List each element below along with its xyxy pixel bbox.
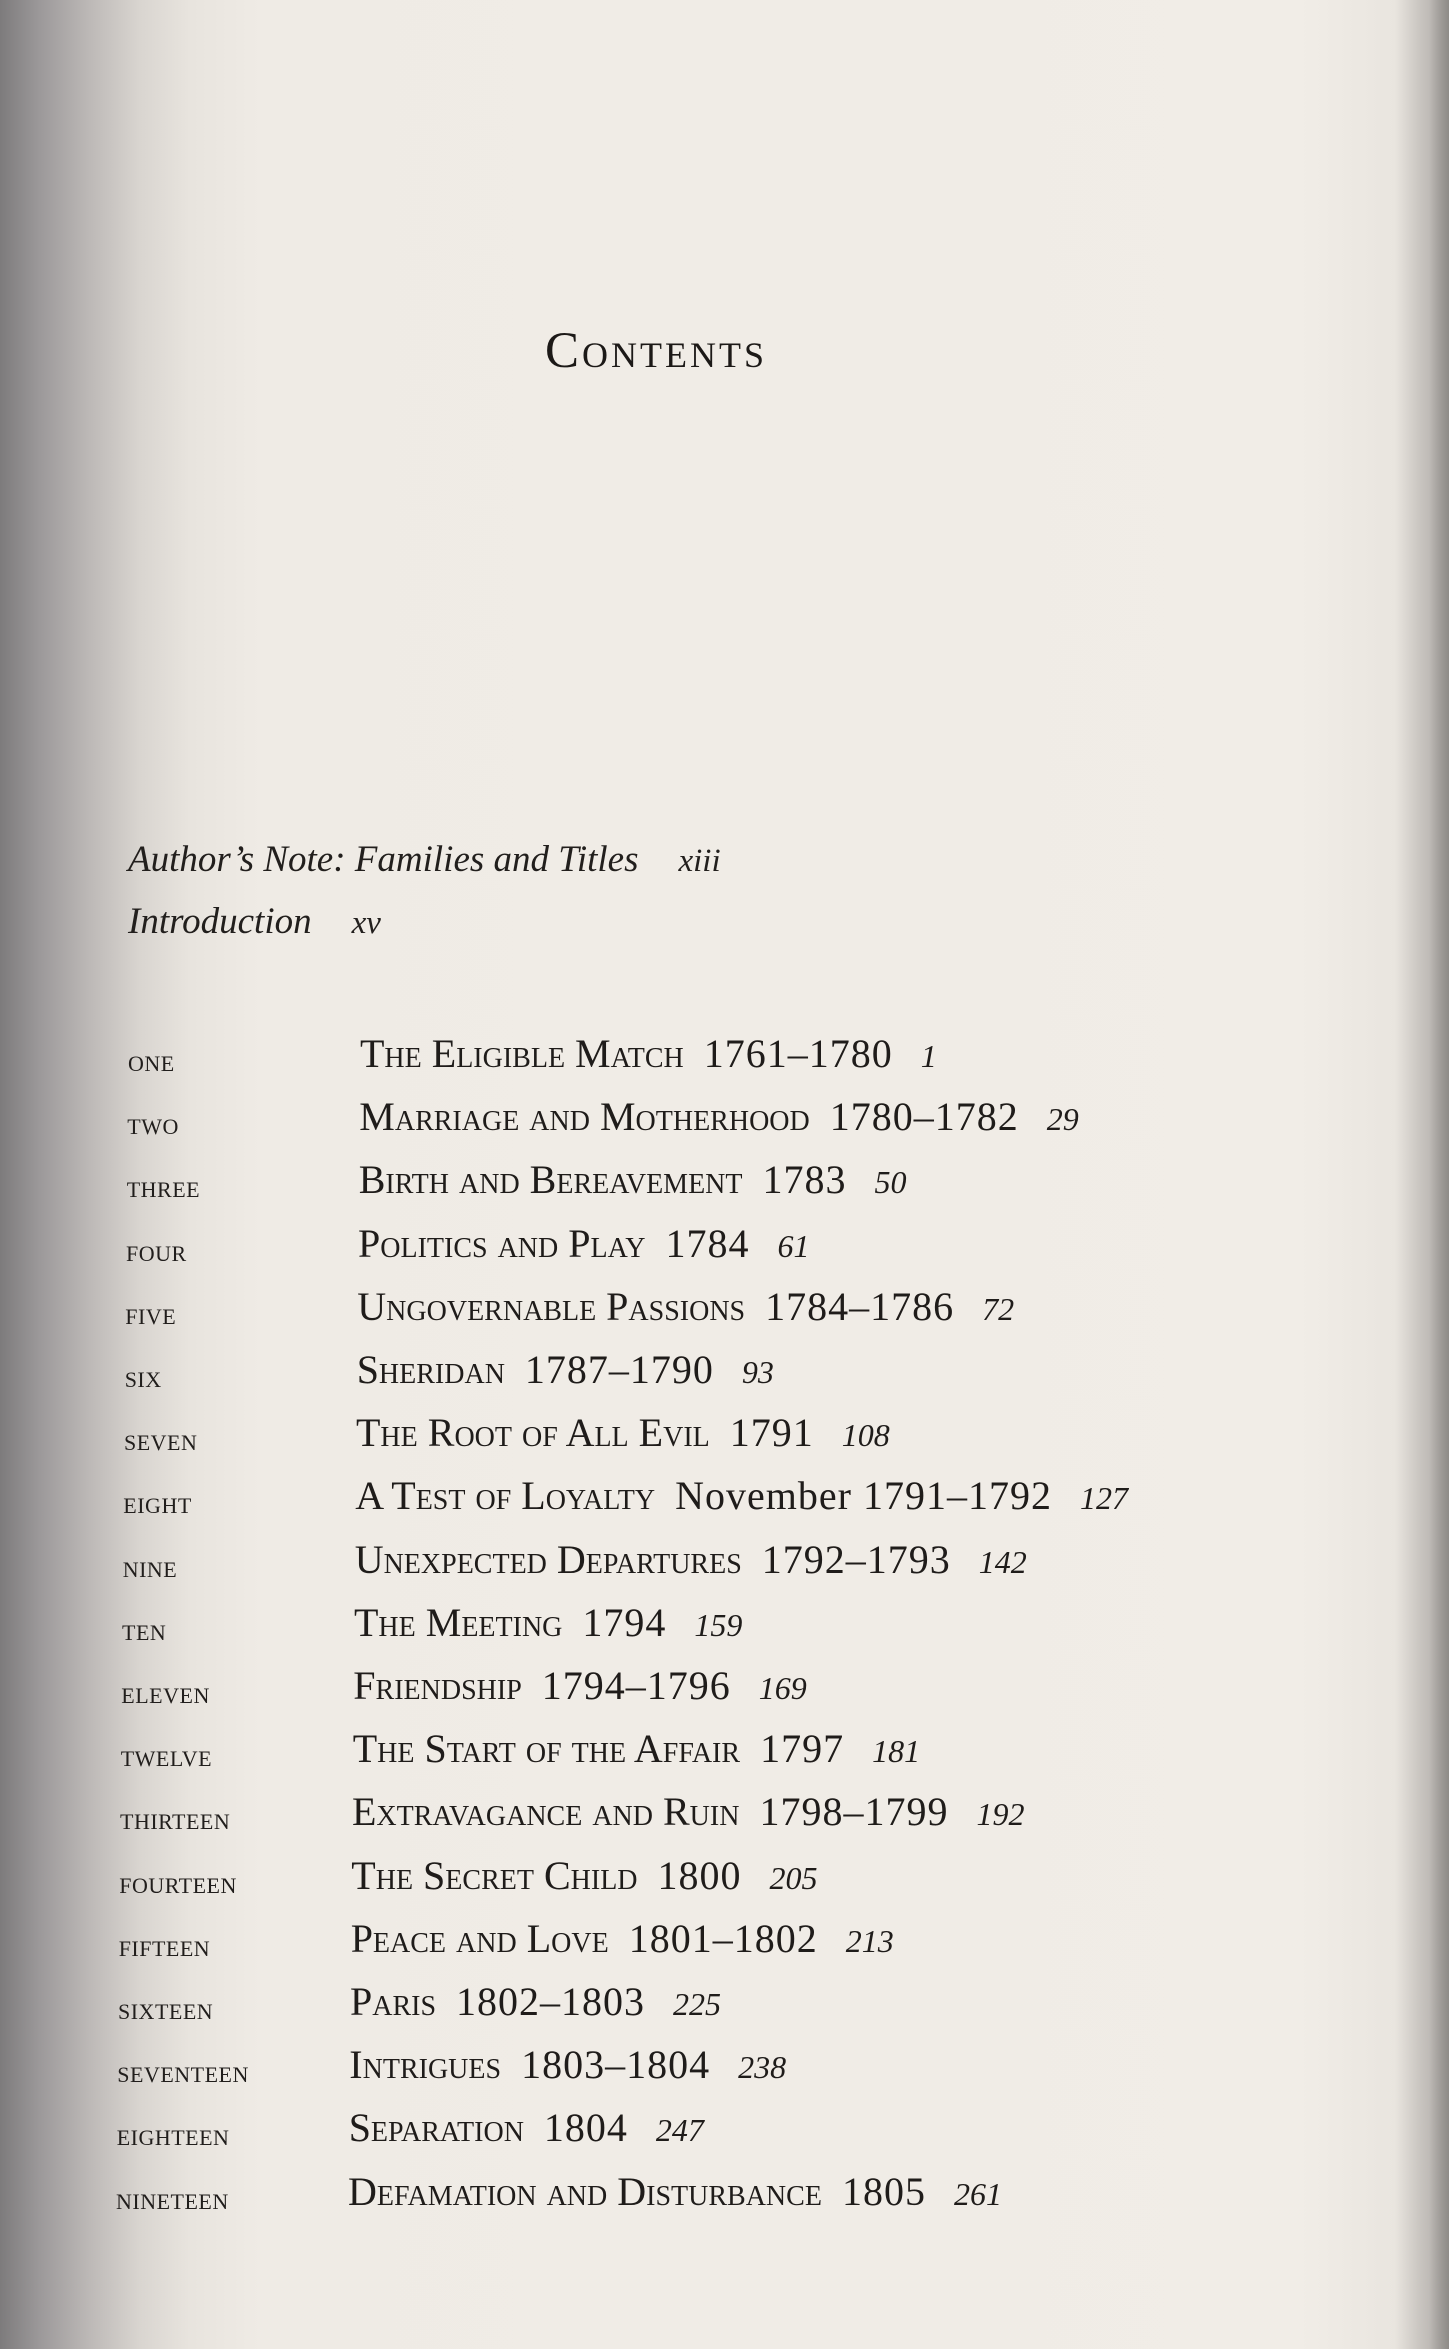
chapter-title: Politics and Play [358,1220,646,1266]
chapter-page-number: 181 [872,1733,921,1770]
chapter-title: Extravagance and Ruin [352,1789,740,1835]
chapter-number: eight [123,1484,192,1521]
chapter-title: Paris [350,1979,437,2024]
chapter-page-number: 205 [769,1859,818,1896]
chapter-entry [360,1030,937,1077]
chapter-years: 1798–1799 [759,1789,949,1835]
chapter-title: The Secret Child [351,1852,638,1898]
chapter-years: 1801–1802 [628,1915,818,1961]
chapter-number: nineteen [116,2179,229,2216]
chapter-title: Ungovernable Passions [357,1283,746,1329]
chapter-years: 1784 [665,1220,750,1266]
chapter-entry [353,1662,806,1709]
chapter-page-number: 169 [758,1670,807,1706]
chapter-entry [349,2104,704,2151]
chapter-entry [351,1915,894,1962]
chapter-entry [350,1978,721,2025]
contents-title: Contents [545,323,768,379]
chapter-title: A Test of Loyalty [355,1473,656,1519]
chapter-years: 1791 [729,1410,814,1456]
chapter-page-number: 127 [1079,1480,1128,1517]
chapter-entry [353,1725,920,1772]
chapter-number: three [126,1168,201,1205]
chapter-entry [359,1093,1078,1140]
chapter-number: twelve [120,1737,213,1774]
chapter-number: four [126,1231,187,1268]
chapter-number: six [124,1358,162,1394]
chapter-page-number: 238 [738,2049,787,2086]
front-matter-page: xv [351,905,381,941]
front-matter-label: Introduction [128,901,312,942]
chapter-page-number: 261 [953,2175,1002,2212]
chapter-entry [355,1536,1027,1583]
chapter-title: The Meeting [354,1599,563,1645]
chapter-entry [358,1220,809,1267]
chapter-page-number: 61 [777,1227,810,1264]
chapter-number: ten [122,1610,167,1647]
chapter-page-number: 108 [841,1417,890,1454]
chapter-title: Marriage and Motherhood [359,1094,810,1140]
chapter-entry [352,1788,1024,1835]
chapter-years: 1794–1796 [541,1663,731,1708]
chapter-title: The Root of All Evil [356,1410,710,1456]
chapter-number: seven [124,1421,198,1458]
chapter-years: 1787–1790 [524,1347,714,1392]
front-matter-page: xiii [678,843,721,879]
chapter-page-number: 1 [920,1038,937,1074]
chapter-page-number: 29 [1046,1101,1079,1138]
chapter-page-number: 247 [655,2112,704,2149]
chapter-page-number: 142 [978,1543,1027,1580]
chapter-title: The Eligible Match [360,1031,684,1076]
chapter-years: 1783 [762,1157,847,1203]
chapter-page-number: 213 [845,1922,894,1959]
front-matter-label: Author’s Note: Families and Titles [128,839,639,880]
chapter-number: one [128,1042,175,1078]
chapter-number: five [125,1294,177,1331]
chapter-number: thirteen [120,1800,231,1837]
chapter-title: Defamation and Disturbance [348,2168,822,2214]
chapter-years: 1804 [543,2105,628,2151]
chapter-title: Unexpected Departures [354,1536,742,1582]
chapter-page-number: 159 [694,1606,743,1643]
chapter-page-number: 192 [976,1796,1025,1833]
chapter-years: 1784–1786 [765,1283,955,1329]
chapter-page-number: 50 [874,1164,907,1201]
chapter-number: eleven [121,1674,210,1710]
chapter-number: sixteen [118,1990,214,2026]
chapter-number: fourteen [119,1863,237,1900]
chapter-years: 1802–1803 [456,1979,646,2024]
chapter-title: Birth and Bereavement [358,1157,743,1203]
chapter-years: 1780–1782 [829,1094,1019,1140]
chapter-entry [348,2168,1002,2215]
chapter-number: nine [122,1547,178,1584]
chapter-entry [351,1852,817,1899]
chapter-entry [355,1472,1128,1519]
chapter-title: Intrigues [349,2042,502,2088]
chapter-entry [349,2041,786,2088]
chapter-years: 1792–1793 [761,1536,951,1582]
chapter-page-number: 225 [673,1986,722,2022]
chapter-page-number: 93 [741,1354,774,1390]
chapter-number: seventeen [117,2053,249,2090]
chapter-entry [354,1599,742,1646]
chapter-years: 1761–1780 [703,1031,893,1076]
chapter-entry [357,1283,1014,1330]
chapter-number: eighteen [116,2116,230,2153]
chapter-years: 1800 [657,1852,742,1898]
chapter-title: Friendship [353,1663,522,1708]
chapter-number: two [127,1105,179,1142]
chapter-years: 1805 [841,2168,926,2214]
chapter-entry [359,1156,907,1203]
chapter-number: fifteen [118,1926,211,1963]
chapter-entry [356,1409,890,1456]
chapter-title: Sheridan [356,1347,505,1392]
chapter-title: Peace and Love [350,1915,609,1961]
chapter-years: 1797 [760,1726,845,1772]
chapter-years: November 1791–1792 [675,1473,1052,1519]
chapter-entry [357,1346,774,1393]
chapter-page-number: 72 [982,1290,1015,1327]
chapter-title: The Start of the Affair [352,1726,741,1772]
chapter-years: 1803–1804 [521,2042,711,2088]
chapter-years: 1794 [582,1599,667,1645]
chapter-title: Separation [348,2105,524,2151]
